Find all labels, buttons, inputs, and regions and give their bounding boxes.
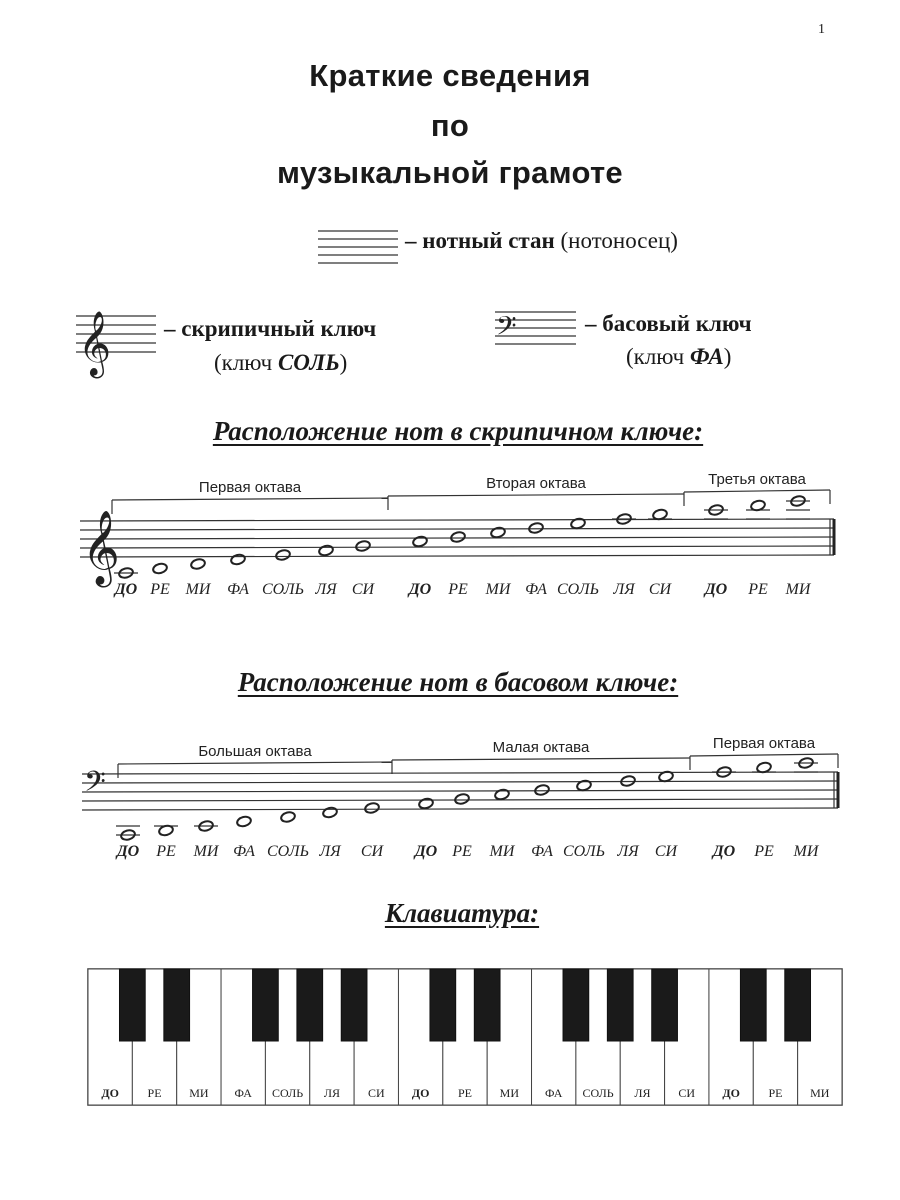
treble-clef-icon: 𝄞 bbox=[78, 311, 112, 376]
piano-keyboard bbox=[0, 955, 900, 1115]
whole-note bbox=[490, 526, 506, 538]
staff-line bbox=[80, 537, 834, 539]
whole-note bbox=[322, 806, 338, 818]
staff-legend-bold: – нотный стан bbox=[405, 228, 555, 253]
bass-legend-line2 bbox=[626, 344, 731, 370]
note-name-label: СИ bbox=[648, 581, 672, 598]
black-key bbox=[430, 969, 456, 1041]
black-key bbox=[341, 969, 367, 1041]
note-name-label: МИ bbox=[185, 581, 211, 598]
treble-legend-suffix: ) bbox=[339, 350, 348, 375]
note-name-label: ЛЯ bbox=[617, 843, 639, 860]
note-name-label: СОЛЬ bbox=[266, 843, 310, 860]
white-key-label: ДО bbox=[411, 1086, 430, 1100]
whole-note bbox=[418, 797, 434, 809]
note-name-label: МИ bbox=[489, 843, 515, 860]
note-name-label: РЕ bbox=[748, 581, 768, 598]
whole-note bbox=[450, 531, 466, 543]
black-key bbox=[740, 969, 766, 1041]
white-key-label: ЛЯ bbox=[634, 1086, 651, 1100]
black-key bbox=[119, 969, 145, 1041]
white-key-label: РЕ bbox=[147, 1086, 162, 1100]
note-name-label: ЛЯ bbox=[613, 581, 635, 598]
staff-line bbox=[82, 781, 838, 783]
octave-label: Малая октава bbox=[492, 739, 590, 756]
page-title-line-2: по bbox=[430, 108, 470, 143]
white-key-label: ФА bbox=[545, 1086, 563, 1100]
bass-section-title: Расположение нот в басовом ключе: bbox=[237, 667, 679, 697]
whole-note bbox=[534, 784, 550, 796]
white-key-label: ФА bbox=[234, 1086, 252, 1100]
white-key-label: МИ bbox=[499, 1086, 520, 1100]
treble-legend-line2 bbox=[214, 350, 347, 376]
bass-clef-icon: 𝄢 bbox=[84, 765, 106, 806]
page-title-line-3: музыкальной грамоте bbox=[277, 155, 623, 190]
treble-section-title: Расположение нот в скрипичном ключе: bbox=[212, 416, 704, 446]
white-key-label: РЕ bbox=[457, 1086, 473, 1100]
octave-bracket bbox=[690, 754, 838, 756]
page-number: 1 bbox=[818, 22, 825, 37]
note-name-label: РЕ bbox=[156, 843, 176, 860]
bass-clef-icon: 𝄢 bbox=[496, 310, 517, 348]
treble-legend-line1 bbox=[164, 316, 376, 342]
staff-legend-normal: (нотоносец) bbox=[554, 228, 678, 253]
bass-legend-prefix: (ключ bbox=[626, 344, 690, 369]
whole-note bbox=[494, 788, 510, 800]
white-key-label: СИ bbox=[678, 1086, 696, 1100]
whole-note bbox=[236, 815, 252, 827]
treble-staff bbox=[0, 460, 900, 660]
note-name-label: ДО bbox=[704, 581, 728, 598]
white-key-label: МИ bbox=[810, 1086, 830, 1100]
note-name-label: ДО bbox=[408, 581, 432, 598]
whole-note bbox=[280, 811, 296, 823]
staff-line bbox=[80, 555, 834, 557]
white-key-label: ДО bbox=[722, 1086, 740, 1100]
whole-note bbox=[454, 793, 470, 805]
octave-label: Вторая октава bbox=[486, 475, 586, 492]
whole-note bbox=[190, 558, 206, 570]
treble-clef-icon: 𝄞 bbox=[82, 511, 120, 585]
bass-legend-line1 bbox=[585, 311, 752, 337]
staff-line bbox=[80, 546, 834, 548]
white-key-label: СОЛЬ bbox=[272, 1086, 304, 1100]
note-name-label: СОЛЬ bbox=[562, 843, 606, 860]
staff-line bbox=[82, 799, 838, 801]
treble-legend-label: – скрипичный ключ bbox=[164, 316, 377, 341]
black-key bbox=[253, 969, 279, 1041]
note-name-label: МИ bbox=[485, 581, 511, 598]
white-key-label: МИ bbox=[189, 1086, 209, 1100]
white-key-label: СОЛЬ bbox=[582, 1086, 614, 1100]
note-name-label: МИ bbox=[793, 843, 819, 860]
treble-legend-em: СОЛЬ bbox=[277, 350, 340, 375]
bass-legend-suffix: ) bbox=[723, 344, 732, 369]
note-name-label: МИ bbox=[193, 843, 219, 860]
whole-note bbox=[355, 540, 371, 552]
note-name-label: СИ bbox=[360, 843, 384, 860]
note-name-label: СИ bbox=[654, 843, 678, 860]
note-name-label: ФА bbox=[227, 581, 249, 598]
bass-legend-label: – басовый ключ bbox=[585, 311, 752, 336]
white-key-label: РЕ bbox=[768, 1086, 783, 1100]
black-key bbox=[164, 969, 190, 1041]
octave-label: Первая октава bbox=[712, 735, 816, 752]
note-name-label: ЛЯ bbox=[315, 581, 337, 598]
octave-label: Первая октава bbox=[198, 479, 302, 496]
white-key-label: СИ bbox=[367, 1086, 385, 1100]
whole-note bbox=[412, 535, 428, 547]
black-key bbox=[563, 969, 589, 1041]
keyboard-section-title: Клавиатура: bbox=[384, 898, 540, 928]
note-name-label: РЕ bbox=[448, 581, 468, 598]
note-name-label: СОЛЬ bbox=[556, 581, 600, 598]
black-key bbox=[607, 969, 633, 1041]
black-key bbox=[297, 969, 323, 1041]
white-key-label: ДО bbox=[101, 1086, 119, 1100]
whole-note bbox=[318, 544, 334, 556]
note-name-label: ФА bbox=[531, 843, 553, 860]
staff-line bbox=[80, 528, 834, 530]
bass-staff bbox=[0, 722, 900, 922]
white-key-label: ЛЯ bbox=[323, 1086, 341, 1100]
octave-bracket bbox=[392, 758, 690, 760]
whole-note bbox=[152, 562, 168, 574]
whole-note bbox=[528, 522, 544, 534]
note-name-label: ЛЯ bbox=[319, 843, 341, 860]
treble-legend-prefix: (ключ bbox=[214, 350, 278, 375]
staff-line bbox=[82, 808, 838, 810]
octave-bracket bbox=[118, 762, 392, 764]
note-name-label: РЕ bbox=[754, 843, 774, 860]
note-name-label: МИ bbox=[785, 581, 811, 598]
staff-line bbox=[82, 790, 838, 792]
note-name-label: РЕ bbox=[452, 843, 472, 860]
octave-bracket bbox=[112, 498, 388, 500]
staff-legend bbox=[405, 228, 678, 254]
bass-legend-em: ФА bbox=[689, 344, 724, 369]
whole-note bbox=[230, 553, 246, 565]
whole-note bbox=[275, 549, 291, 561]
black-key bbox=[785, 969, 811, 1041]
note-name-label: СОЛЬ bbox=[261, 581, 305, 598]
black-key bbox=[474, 969, 500, 1041]
note-name-label: ДО bbox=[712, 843, 736, 860]
note-name-label: СИ bbox=[351, 581, 375, 598]
page-title-line-1: Краткие сведения bbox=[309, 58, 591, 93]
octave-label: Большая октава bbox=[198, 743, 312, 760]
note-name-label: ДО bbox=[414, 843, 438, 860]
note-name-label: ДО bbox=[114, 581, 138, 598]
octave-bracket bbox=[684, 490, 830, 492]
note-name-label: РЕ bbox=[150, 581, 170, 598]
black-key bbox=[652, 969, 678, 1041]
octave-bracket bbox=[388, 494, 684, 496]
note-name-label: ФА bbox=[233, 843, 255, 860]
whole-note bbox=[364, 802, 380, 814]
note-name-label: ФА bbox=[525, 581, 547, 598]
note-name-label: ДО bbox=[116, 843, 140, 860]
octave-label: Третья октава bbox=[708, 471, 806, 488]
